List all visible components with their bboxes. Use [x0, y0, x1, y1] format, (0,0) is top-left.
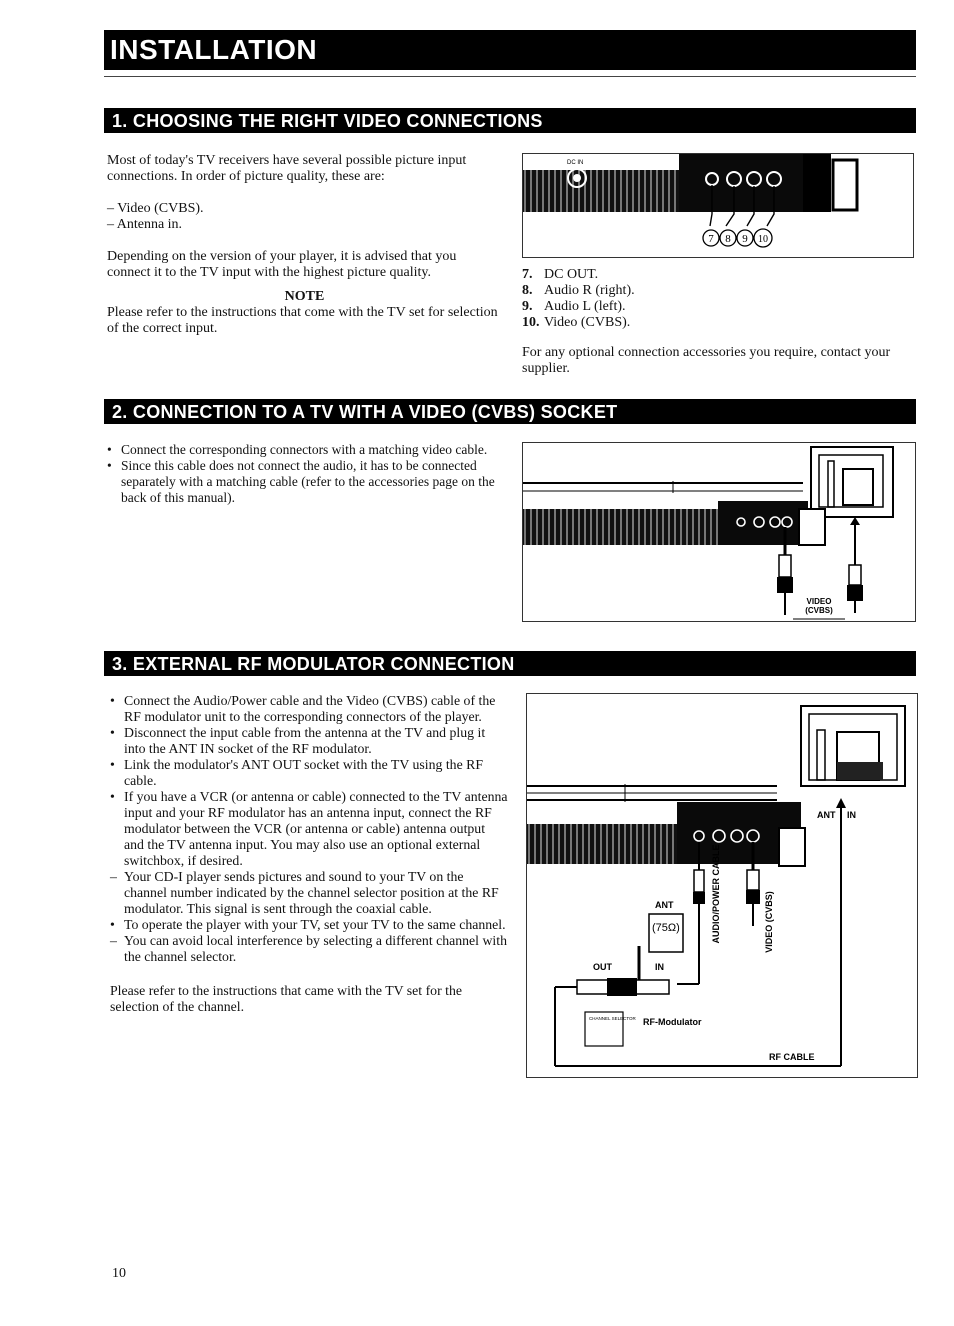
callout-9: 9 [742, 233, 748, 245]
mod-out-label: OUT [593, 962, 612, 972]
section-2-bullet-1: • Connect the corresponding connectors with a matching video cable. [107, 442, 505, 458]
video-connection-drawing [523, 443, 915, 621]
rf-modulator-figure [526, 693, 918, 1078]
section-3-item-1: • Connect the Audio/Power cable and the Video (CVBS) cable of the RF modulator unit to the corresponding connectors of the player. [110, 693, 508, 725]
tv-in-label: IN [847, 810, 856, 820]
section-3-item-2: • Disconnect the input cable from the antenna at the TV and plug it into the ANT IN socket of the RF modulator. [110, 725, 508, 757]
video-cvbs-label: VIDEO (CVBS) [764, 891, 774, 953]
legend-item-7: 7. DC OUT. [522, 267, 599, 282]
section-1-header [104, 108, 916, 133]
legend-item-10: 10. Video (CVBS). [522, 315, 631, 330]
channel-selector-label: CHANNEL SELECTOR [589, 1016, 636, 1021]
section-2-text [107, 442, 505, 506]
ohm-label: (75Ω) [652, 922, 680, 934]
cvbs-label: (CVBS) [805, 606, 833, 615]
note-text: Please refer to the instructions that come with the TV set for selection of the correct input. [107, 305, 498, 336]
title-rule [104, 76, 916, 77]
page-title-bar [104, 30, 916, 70]
section-2-bullet-2: • Since this cable does not connect the audio, it has to be connected separately with a matching cable (refer to the accessories page on the back of this manual). [107, 458, 505, 506]
legend-item-8: 8. Audio R (right). [522, 283, 635, 298]
callout-7: 7 [708, 233, 714, 245]
connector-legend [522, 267, 912, 377]
supplier-note: For any optional connection accessories you require, contact your supplier. [522, 345, 891, 376]
video-label: VIDEO [806, 597, 832, 606]
callout-8: 8 [725, 233, 731, 245]
section-1-advice: Depending on the version of your player, it is advised that you connect it to the TV input with the highest picture quality. [107, 249, 457, 280]
tv-ant-label: ANT [817, 810, 836, 820]
section-1-heading: 1. CHOOSING THE RIGHT VIDEO CONNECTIONS [112, 111, 543, 131]
section-3-header [104, 651, 916, 676]
section-3-item-3: • Link the modulator's ANT OUT socket with the TV using the RF cable. [110, 757, 508, 789]
rf-modulator-drawing [527, 694, 917, 1077]
section-3-item-5: – Your CD-I player sends pictures and sound to your TV on the channel number indicated by the channel selector position at the RF modulator. This signal is sent through the coaxial cable. [110, 869, 508, 917]
dc-in-label: DC IN [567, 160, 584, 166]
mod-ant-label: ANT [655, 900, 674, 910]
note-heading: NOTE [284, 289, 325, 304]
section-3-heading: 3. EXTERNAL RF MODULATOR CONNECTION [112, 654, 515, 674]
callout-10: 10 [758, 234, 768, 245]
option-antenna: – Antenna in. [107, 217, 183, 232]
section-2-heading: 2. CONNECTION TO A TV WITH A VIDEO (CVBS) SOCKET [112, 402, 618, 422]
section-3-item-4: • If you have a VCR (or antenna or cable) connected to the TV antenna input and your RF modulator has an antenna input, connect the RF modulator between the VCR (or antenna or cable) antenna output and the TV antenna input. You may also use an optional external switchbox, if desired. [110, 789, 508, 869]
page-number: 10 [112, 1266, 126, 1281]
option-video: – Video (CVBS). [107, 201, 204, 216]
connector-panel-drawing [523, 154, 913, 257]
rf-cable-label: RF CABLE [769, 1052, 815, 1062]
section-3-item-6: • To operate the player with your TV, set your TV to the same channel. [110, 917, 508, 933]
section-3-closing: Please refer to the instructions that came with the TV set for the selection of the channel. [110, 983, 462, 1014]
audio-power-label: AUDIO/POWER CABLE [711, 844, 721, 944]
legend-item-9: 9. Audio L (left). [522, 299, 626, 314]
connector-panel-figure [522, 153, 914, 258]
section-3-item-7: – You can avoid local interference by selecting a different channel with the channel selector. [110, 933, 508, 965]
section-3-text [110, 693, 508, 1015]
rf-modulator-label: RF-Modulator [643, 1017, 702, 1027]
section-2-header [104, 399, 916, 424]
mod-in-label: IN [655, 962, 664, 972]
page-title: INSTALLATION [110, 34, 318, 65]
video-connection-figure [522, 442, 916, 622]
section-1-intro: Most of today's TV receivers have several possible picture input connections. In order of picture quality, these are: [107, 153, 467, 184]
section-1-text [107, 153, 502, 337]
